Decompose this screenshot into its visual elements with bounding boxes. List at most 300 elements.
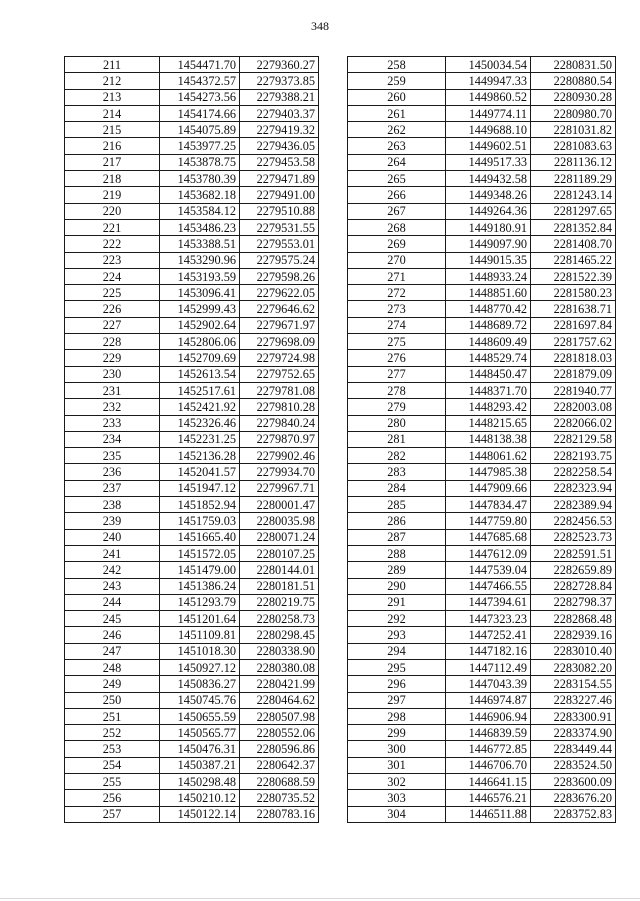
point-number-cell: 263 [348, 138, 446, 154]
point-number-cell: 273 [348, 301, 446, 317]
y-coordinate-cell: 2283300.91 [531, 708, 616, 724]
y-coordinate-cell: 2279810.28 [240, 399, 319, 415]
point-number-cell: 279 [348, 399, 446, 415]
x-coordinate-cell: 1447112.49 [446, 659, 531, 675]
x-coordinate-cell: 1449015.35 [446, 252, 531, 268]
x-coordinate-cell: 1453584.12 [160, 203, 240, 219]
point-number-cell: 302 [348, 774, 446, 790]
table-row [65, 790, 319, 806]
y-coordinate-cell: 2280930.28 [531, 89, 616, 105]
x-coordinate-cell: 1449097.90 [446, 236, 531, 252]
x-coordinate-cell: 1448689.72 [446, 317, 531, 333]
table-row [348, 187, 616, 203]
table-row [65, 448, 319, 464]
table-row [348, 350, 616, 366]
y-coordinate-cell: 2280001.47 [240, 497, 319, 513]
point-number-cell: 227 [65, 317, 160, 333]
y-coordinate-cell: 2280144.01 [240, 562, 319, 578]
x-coordinate-cell: 1447252.41 [446, 627, 531, 643]
x-coordinate-cell: 1453290.96 [160, 252, 240, 268]
x-coordinate-cell: 1451947.12 [160, 480, 240, 496]
x-coordinate-cell: 1450034.54 [446, 57, 531, 73]
point-number-cell: 300 [348, 741, 446, 757]
table-row [348, 334, 616, 350]
table-row [65, 252, 319, 268]
y-coordinate-cell: 2280298.45 [240, 627, 319, 643]
table-row [348, 268, 616, 284]
point-number-cell: 211 [65, 57, 160, 73]
table-row [348, 676, 616, 692]
x-coordinate-cell: 1451852.94 [160, 497, 240, 513]
y-coordinate-cell: 2282258.54 [531, 464, 616, 480]
table-row [348, 464, 616, 480]
table-row [348, 399, 616, 415]
table-row [348, 203, 616, 219]
x-coordinate-cell: 1449264.36 [446, 203, 531, 219]
point-number-cell: 271 [348, 268, 446, 284]
y-coordinate-cell: 2280596.86 [240, 741, 319, 757]
y-coordinate-cell: 2279646.62 [240, 301, 319, 317]
y-coordinate-cell: 2281465.22 [531, 252, 616, 268]
y-coordinate-cell: 2279388.21 [240, 89, 319, 105]
table-row [65, 774, 319, 790]
point-number-cell: 252 [65, 725, 160, 741]
table-row [348, 578, 616, 594]
table-row [348, 757, 616, 773]
point-number-cell: 246 [65, 627, 160, 643]
x-coordinate-cell: 1451572.05 [160, 545, 240, 561]
x-coordinate-cell: 1448293.42 [446, 399, 531, 415]
y-coordinate-cell: 2281136.12 [531, 154, 616, 170]
x-coordinate-cell: 1450745.76 [160, 692, 240, 708]
point-number-cell: 236 [65, 464, 160, 480]
point-number-cell: 237 [65, 480, 160, 496]
y-coordinate-cell: 2283374.90 [531, 725, 616, 741]
point-number-cell: 269 [348, 236, 446, 252]
point-number-cell: 215 [65, 122, 160, 138]
point-number-cell: 225 [65, 285, 160, 301]
x-coordinate-cell: 1453977.25 [160, 138, 240, 154]
table-row [65, 285, 319, 301]
y-coordinate-cell: 2282591.51 [531, 545, 616, 561]
x-coordinate-cell: 1451665.40 [160, 529, 240, 545]
x-coordinate-cell: 1447834.47 [446, 497, 531, 513]
y-coordinate-cell: 2279491.00 [240, 187, 319, 203]
y-coordinate-cell: 2279781.08 [240, 382, 319, 398]
point-number-cell: 219 [65, 187, 160, 203]
y-coordinate-cell: 2283082.20 [531, 659, 616, 675]
x-coordinate-cell: 1448770.42 [446, 301, 531, 317]
y-coordinate-cell: 2280831.50 [531, 57, 616, 73]
x-coordinate-cell: 1449180.91 [446, 219, 531, 235]
y-coordinate-cell: 2282323.94 [531, 480, 616, 496]
table-row [348, 562, 616, 578]
y-coordinate-cell: 2281697.84 [531, 317, 616, 333]
point-number-cell: 304 [348, 806, 446, 822]
x-coordinate-cell: 1448851.60 [446, 285, 531, 301]
point-number-cell: 270 [348, 252, 446, 268]
point-number-cell: 259 [348, 73, 446, 89]
table-row [65, 545, 319, 561]
x-coordinate-cell: 1453878.75 [160, 154, 240, 170]
x-coordinate-cell: 1446906.94 [446, 708, 531, 724]
coordinates-table-right [347, 56, 616, 823]
x-coordinate-cell: 1452613.54 [160, 366, 240, 382]
point-number-cell: 222 [65, 236, 160, 252]
table-row [65, 382, 319, 398]
x-coordinate-cell: 1447323.23 [446, 611, 531, 627]
page-bottom-rule [0, 898, 640, 899]
y-coordinate-cell: 2280642.37 [240, 757, 319, 773]
table-row [65, 513, 319, 529]
table-row [65, 366, 319, 382]
table-row [65, 725, 319, 741]
y-coordinate-cell: 2280421.99 [240, 676, 319, 692]
y-coordinate-cell: 2280338.90 [240, 643, 319, 659]
x-coordinate-cell: 1453096.41 [160, 285, 240, 301]
point-number-cell: 247 [65, 643, 160, 659]
x-coordinate-cell: 1451109.81 [160, 627, 240, 643]
point-number-cell: 218 [65, 171, 160, 187]
table-row [65, 350, 319, 366]
table-row [65, 154, 319, 170]
point-number-cell: 254 [65, 757, 160, 773]
table-row [65, 480, 319, 496]
point-number-cell: 267 [348, 203, 446, 219]
table-row [348, 497, 616, 513]
point-number-cell: 235 [65, 448, 160, 464]
point-number-cell: 220 [65, 203, 160, 219]
table-row [65, 415, 319, 431]
y-coordinate-cell: 2279471.89 [240, 171, 319, 187]
x-coordinate-cell: 1451479.00 [160, 562, 240, 578]
point-number-cell: 299 [348, 725, 446, 741]
y-coordinate-cell: 2280552.06 [240, 725, 319, 741]
point-number-cell: 291 [348, 594, 446, 610]
table-row [348, 545, 616, 561]
y-coordinate-cell: 2283010.40 [531, 643, 616, 659]
point-number-cell: 277 [348, 366, 446, 382]
table-row [348, 692, 616, 708]
table-row [65, 57, 319, 73]
y-coordinate-cell: 2283600.09 [531, 774, 616, 790]
table-row [348, 643, 616, 659]
y-coordinate-cell: 2280219.75 [240, 594, 319, 610]
point-number-cell: 297 [348, 692, 446, 708]
y-coordinate-cell: 2279360.27 [240, 57, 319, 73]
y-coordinate-cell: 2279436.05 [240, 138, 319, 154]
y-coordinate-cell: 2281352.84 [531, 219, 616, 235]
table-row [348, 513, 616, 529]
x-coordinate-cell: 1452999.43 [160, 301, 240, 317]
table-row [65, 676, 319, 692]
x-coordinate-cell: 1446576.21 [446, 790, 531, 806]
x-coordinate-cell: 1446511.88 [446, 806, 531, 822]
table-row [65, 187, 319, 203]
x-coordinate-cell: 1448061.62 [446, 448, 531, 464]
table-row [65, 219, 319, 235]
x-coordinate-cell: 1453388.51 [160, 236, 240, 252]
x-coordinate-cell: 1452902.64 [160, 317, 240, 333]
point-number-cell: 239 [65, 513, 160, 529]
x-coordinate-cell: 1447985.38 [446, 464, 531, 480]
point-number-cell: 242 [65, 562, 160, 578]
y-coordinate-cell: 2279403.37 [240, 105, 319, 121]
y-coordinate-cell: 2283449.44 [531, 741, 616, 757]
x-coordinate-cell: 1454075.89 [160, 122, 240, 138]
table-row [348, 89, 616, 105]
table-row [348, 236, 616, 252]
x-coordinate-cell: 1451201.64 [160, 611, 240, 627]
table-row [65, 611, 319, 627]
point-number-cell: 301 [348, 757, 446, 773]
table-row [348, 122, 616, 138]
y-coordinate-cell: 2281031.82 [531, 122, 616, 138]
x-coordinate-cell: 1446706.70 [446, 757, 531, 773]
y-coordinate-cell: 2279598.26 [240, 268, 319, 284]
y-coordinate-cell: 2280071.24 [240, 529, 319, 545]
table-row [348, 301, 616, 317]
x-coordinate-cell: 1450387.21 [160, 757, 240, 773]
x-coordinate-cell: 1448215.65 [446, 415, 531, 431]
point-number-cell: 296 [348, 676, 446, 692]
x-coordinate-cell: 1454174.66 [160, 105, 240, 121]
point-number-cell: 265 [348, 171, 446, 187]
table-row [65, 529, 319, 545]
x-coordinate-cell: 1452041.57 [160, 464, 240, 480]
point-number-cell: 213 [65, 89, 160, 105]
y-coordinate-cell: 2280107.25 [240, 545, 319, 561]
table-row [348, 415, 616, 431]
x-coordinate-cell: 1452231.25 [160, 431, 240, 447]
point-number-cell: 268 [348, 219, 446, 235]
x-coordinate-cell: 1450655.59 [160, 708, 240, 724]
point-number-cell: 274 [348, 317, 446, 333]
x-coordinate-cell: 1453682.18 [160, 187, 240, 203]
y-coordinate-cell: 2279622.05 [240, 285, 319, 301]
x-coordinate-cell: 1446772.85 [446, 741, 531, 757]
table-row [348, 790, 616, 806]
table-row [65, 659, 319, 675]
y-coordinate-cell: 2282939.16 [531, 627, 616, 643]
table-row [65, 741, 319, 757]
table-row [65, 317, 319, 333]
table-row [348, 480, 616, 496]
point-number-cell: 278 [348, 382, 446, 398]
x-coordinate-cell: 1450476.31 [160, 741, 240, 757]
y-coordinate-cell: 2280181.51 [240, 578, 319, 594]
x-coordinate-cell: 1449947.33 [446, 73, 531, 89]
y-coordinate-cell: 2283676.20 [531, 790, 616, 806]
table-row [348, 382, 616, 398]
x-coordinate-cell: 1451293.79 [160, 594, 240, 610]
point-number-cell: 224 [65, 268, 160, 284]
x-coordinate-cell: 1454273.56 [160, 89, 240, 105]
point-number-cell: 266 [348, 187, 446, 203]
table-row [65, 301, 319, 317]
y-coordinate-cell: 2280980.70 [531, 105, 616, 121]
table-row [348, 171, 616, 187]
table-row [65, 562, 319, 578]
table-row [348, 252, 616, 268]
y-coordinate-cell: 2282868.48 [531, 611, 616, 627]
x-coordinate-cell: 1446974.87 [446, 692, 531, 708]
x-coordinate-cell: 1453486.23 [160, 219, 240, 235]
y-coordinate-cell: 2281408.70 [531, 236, 616, 252]
point-number-cell: 245 [65, 611, 160, 627]
x-coordinate-cell: 1447685.68 [446, 529, 531, 545]
point-number-cell: 286 [348, 513, 446, 529]
table-row [65, 89, 319, 105]
table-row [65, 497, 319, 513]
y-coordinate-cell: 2280688.59 [240, 774, 319, 790]
table-row [348, 611, 616, 627]
x-coordinate-cell: 1447539.04 [446, 562, 531, 578]
y-coordinate-cell: 2279510.88 [240, 203, 319, 219]
y-coordinate-cell: 2279840.24 [240, 415, 319, 431]
y-coordinate-cell: 2280507.98 [240, 708, 319, 724]
point-number-cell: 256 [65, 790, 160, 806]
x-coordinate-cell: 1450836.27 [160, 676, 240, 692]
point-number-cell: 283 [348, 464, 446, 480]
x-coordinate-cell: 1450122.14 [160, 806, 240, 822]
point-number-cell: 293 [348, 627, 446, 643]
x-coordinate-cell: 1448933.24 [446, 268, 531, 284]
y-coordinate-cell: 2281189.29 [531, 171, 616, 187]
x-coordinate-cell: 1449688.10 [446, 122, 531, 138]
y-coordinate-cell: 2283524.50 [531, 757, 616, 773]
point-number-cell: 258 [348, 57, 446, 73]
y-coordinate-cell: 2283752.83 [531, 806, 616, 822]
x-coordinate-cell: 1447759.80 [446, 513, 531, 529]
table-row [348, 285, 616, 301]
table-row [348, 317, 616, 333]
point-number-cell: 241 [65, 545, 160, 561]
point-number-cell: 226 [65, 301, 160, 317]
y-coordinate-cell: 2281580.23 [531, 285, 616, 301]
point-number-cell: 244 [65, 594, 160, 610]
point-number-cell: 261 [348, 105, 446, 121]
x-coordinate-cell: 1448138.38 [446, 431, 531, 447]
x-coordinate-cell: 1452709.69 [160, 350, 240, 366]
table-row [65, 464, 319, 480]
point-number-cell: 216 [65, 138, 160, 154]
point-number-cell: 217 [65, 154, 160, 170]
table-row [348, 138, 616, 154]
point-number-cell: 229 [65, 350, 160, 366]
table-row [65, 73, 319, 89]
y-coordinate-cell: 2282728.84 [531, 578, 616, 594]
point-number-cell: 257 [65, 806, 160, 822]
point-number-cell: 238 [65, 497, 160, 513]
point-number-cell: 276 [348, 350, 446, 366]
y-coordinate-cell: 2280783.16 [240, 806, 319, 822]
table-row [348, 219, 616, 235]
table-row [65, 708, 319, 724]
table-row [65, 171, 319, 187]
point-number-cell: 212 [65, 73, 160, 89]
y-coordinate-cell: 2281757.62 [531, 334, 616, 350]
table-row [65, 236, 319, 252]
y-coordinate-cell: 2282193.75 [531, 448, 616, 464]
table-row [348, 154, 616, 170]
point-number-cell: 234 [65, 431, 160, 447]
x-coordinate-cell: 1453193.59 [160, 268, 240, 284]
point-number-cell: 298 [348, 708, 446, 724]
point-number-cell: 249 [65, 676, 160, 692]
x-coordinate-cell: 1446641.15 [446, 774, 531, 790]
point-number-cell: 288 [348, 545, 446, 561]
x-coordinate-cell: 1452136.28 [160, 448, 240, 464]
table-row [348, 57, 616, 73]
y-coordinate-cell: 2280035.98 [240, 513, 319, 529]
table-row [348, 659, 616, 675]
x-coordinate-cell: 1452326.46 [160, 415, 240, 431]
table-row [348, 774, 616, 790]
y-coordinate-cell: 2281522.39 [531, 268, 616, 284]
table-row [65, 578, 319, 594]
table-row [348, 529, 616, 545]
point-number-cell: 223 [65, 252, 160, 268]
table-row [65, 431, 319, 447]
x-coordinate-cell: 1454471.70 [160, 57, 240, 73]
point-number-cell: 230 [65, 366, 160, 382]
y-coordinate-cell: 2280380.08 [240, 659, 319, 675]
y-coordinate-cell: 2283227.46 [531, 692, 616, 708]
table-row [65, 627, 319, 643]
x-coordinate-cell: 1452421.92 [160, 399, 240, 415]
x-coordinate-cell: 1447909.66 [446, 480, 531, 496]
point-number-cell: 221 [65, 219, 160, 235]
table-row [65, 594, 319, 610]
x-coordinate-cell: 1453780.39 [160, 171, 240, 187]
point-number-cell: 284 [348, 480, 446, 496]
x-coordinate-cell: 1447466.55 [446, 578, 531, 594]
table-row [65, 138, 319, 154]
table-row [348, 708, 616, 724]
x-coordinate-cell: 1451018.30 [160, 643, 240, 659]
table-row [65, 268, 319, 284]
x-coordinate-cell: 1452517.61 [160, 382, 240, 398]
point-number-cell: 233 [65, 415, 160, 431]
table-row [65, 105, 319, 121]
x-coordinate-cell: 1452806.06 [160, 334, 240, 350]
x-coordinate-cell: 1448371.70 [446, 382, 531, 398]
y-coordinate-cell: 2279419.32 [240, 122, 319, 138]
point-number-cell: 272 [348, 285, 446, 301]
point-number-cell: 250 [65, 692, 160, 708]
y-coordinate-cell: 2279934.70 [240, 464, 319, 480]
table-row [65, 692, 319, 708]
point-number-cell: 253 [65, 741, 160, 757]
x-coordinate-cell: 1447394.61 [446, 594, 531, 610]
table-row [348, 73, 616, 89]
y-coordinate-cell: 2281818.03 [531, 350, 616, 366]
y-coordinate-cell: 2279902.46 [240, 448, 319, 464]
y-coordinate-cell: 2282129.58 [531, 431, 616, 447]
table-row [348, 725, 616, 741]
point-number-cell: 292 [348, 611, 446, 627]
x-coordinate-cell: 1447612.09 [446, 545, 531, 561]
point-number-cell: 243 [65, 578, 160, 594]
x-coordinate-cell: 1448609.49 [446, 334, 531, 350]
y-coordinate-cell: 2281083.63 [531, 138, 616, 154]
table-row [65, 806, 319, 822]
y-coordinate-cell: 2279698.09 [240, 334, 319, 350]
x-coordinate-cell: 1447043.39 [446, 676, 531, 692]
page-number: 348 [311, 19, 329, 33]
point-number-cell: 251 [65, 708, 160, 724]
